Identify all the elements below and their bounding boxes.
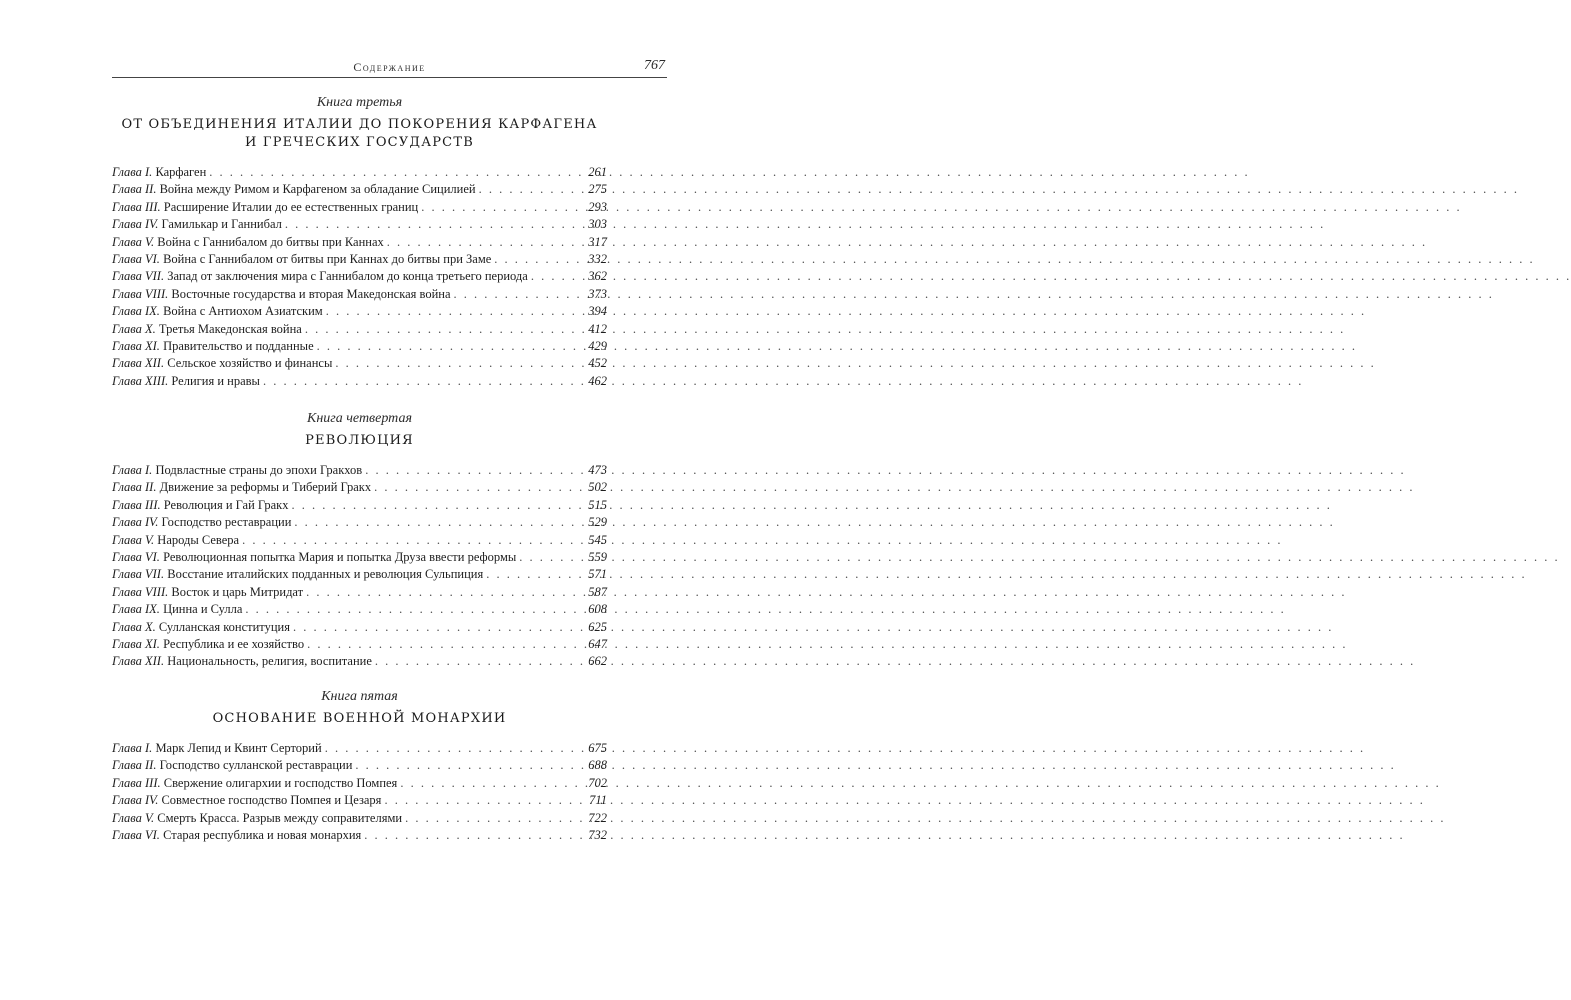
book-title xyxy=(112,432,607,450)
dot-leader xyxy=(325,740,586,757)
chapter-page-number: 462 xyxy=(588,373,607,388)
chapter-label: Глава XII. xyxy=(112,654,165,669)
dot-leader xyxy=(285,216,585,233)
chapter-title: Революционная попытка Мария и попытка Друза ввести реформы xyxy=(163,549,517,564)
chapter-label: Глава I. xyxy=(112,165,153,179)
chapter-label: Глава I. xyxy=(112,741,153,755)
toc-entry[interactable] xyxy=(112,636,607,653)
toc-entry[interactable] xyxy=(112,827,607,844)
dot-leader xyxy=(355,757,585,774)
dot-leader xyxy=(400,775,585,792)
chapter-label: Глава XII. xyxy=(112,356,165,371)
chapter-page-number: 293 xyxy=(588,199,607,214)
chapter-title: Смерть Красса. Разрыв между соправителями xyxy=(157,810,403,825)
dot-leader xyxy=(421,199,585,216)
toc-entry[interactable] xyxy=(112,757,607,774)
dot-leader xyxy=(306,584,585,601)
chapter-title: Господство реставрации xyxy=(161,515,292,530)
chapter-label: Глава III. xyxy=(112,497,161,512)
chapter-page-number: 394 xyxy=(588,304,607,319)
toc-entry[interactable] xyxy=(112,497,607,514)
dot-leader xyxy=(305,321,585,338)
chapter-label: Глава XIII. xyxy=(112,373,169,388)
toc-entry[interactable] xyxy=(112,199,607,216)
toc-entry[interactable] xyxy=(112,792,607,809)
chapter-title: Восток и царь Митридат xyxy=(171,584,304,599)
dot-leader xyxy=(293,619,585,636)
dot-leader xyxy=(519,549,585,566)
toc-entry[interactable] xyxy=(112,619,607,636)
chapter-page-number: 711 xyxy=(589,793,607,808)
book-title xyxy=(112,116,607,152)
toc-entry[interactable] xyxy=(112,462,607,479)
chapter-page-number: 473 xyxy=(588,463,607,477)
chapter-title: Религия и нравы xyxy=(171,373,260,388)
chapter-page-number: 452 xyxy=(588,356,607,371)
chapter-page-number: 317 xyxy=(588,234,607,249)
chapter-list xyxy=(112,462,607,671)
chapter-title: Восточные государства и вторая Македонская война xyxy=(171,286,451,301)
book-three-section xyxy=(112,94,607,390)
book-title-line: ОСНОВАНИЕ ВОЕННОЙ МОНАРХИИ xyxy=(212,711,507,726)
book-label: Книга третья xyxy=(316,95,403,110)
dot-leader xyxy=(375,653,585,670)
chapter-label: Глава VIII. xyxy=(112,584,169,599)
chapter-title: Подвластные страны до эпохи Гракхов xyxy=(155,463,363,477)
chapter-title: Цинна и Сулла xyxy=(163,602,243,617)
chapter-title: Правительство и подданные xyxy=(163,338,314,353)
chapter-title: Расширение Италии до ее естественных границ xyxy=(163,199,419,214)
chapter-label: Глава I. xyxy=(112,463,153,477)
chapter-page-number: 625 xyxy=(588,619,607,634)
chapter-label: Глава X. xyxy=(112,321,156,336)
chapter-label: Глава V. xyxy=(112,532,155,547)
chapter-label: Глава IV. xyxy=(112,793,159,808)
chapter-page-number: 362 xyxy=(588,269,607,284)
chapter-title: Сельское хозяйство и финансы xyxy=(167,356,333,371)
dot-leader xyxy=(326,303,586,320)
dot-leader xyxy=(292,497,586,514)
chapter-page-number: 502 xyxy=(588,480,607,495)
chapter-page-number: 732 xyxy=(588,827,607,842)
chapter-page-number: 647 xyxy=(588,636,607,651)
chapter-page-number: 373 xyxy=(588,286,607,301)
dot-leader xyxy=(317,338,586,355)
chapter-label: Глава II. xyxy=(112,758,157,773)
toc-entry[interactable] xyxy=(112,251,607,268)
chapter-page-number: 261 xyxy=(588,165,607,179)
chapter-label: Глава V. xyxy=(112,810,155,825)
chapter-label: Глава XI. xyxy=(112,636,160,651)
book-title-line: РЕВОЛЮЦИЯ xyxy=(305,433,414,448)
chapter-title: Старая республика и новая монархия xyxy=(163,827,362,842)
chapter-title: Совместное господство Помпея и Цезаря xyxy=(161,793,382,808)
chapter-label: Глава VI. xyxy=(112,251,160,266)
chapter-title: Господство сулланской реставрации xyxy=(159,758,353,773)
running-head xyxy=(112,58,667,78)
chapter-title: Война с Ганнибалом от битвы при Каннах до битвы при Заме xyxy=(163,251,492,266)
dot-leader xyxy=(479,181,586,198)
book-title-line: ОТ ОБЪЕДИНЕНИЯ ИТАЛИИ ДО ПОКОРЕНИЯ КАРФАГЕНА xyxy=(121,117,598,132)
chapter-title: Марк Лепид и Квинт Серторий xyxy=(155,741,322,755)
dot-leader xyxy=(263,373,585,390)
chapter-page-number: 702 xyxy=(588,775,607,790)
dot-leader xyxy=(294,514,585,531)
dot-leader xyxy=(365,462,585,479)
dot-leader xyxy=(387,234,585,251)
chapter-page-number: 515 xyxy=(588,497,607,512)
dot-leader xyxy=(384,792,586,809)
chapter-label: Глава IX. xyxy=(112,602,160,617)
chapter-label: Глава V. xyxy=(112,234,155,249)
dot-leader xyxy=(242,532,585,549)
chapter-label: Глава II. xyxy=(112,182,157,197)
chapter-page-number: 559 xyxy=(588,549,607,564)
chapter-list xyxy=(112,164,607,390)
chapter-label: Глава VI. xyxy=(112,549,160,564)
chapter-page-number: 722 xyxy=(588,810,607,825)
chapter-title: Война с Ганнибалом до битвы при Каннах xyxy=(157,234,384,249)
toc-entry[interactable] xyxy=(112,532,607,549)
chapter-title: Запад от заключения мира с Ганнибалом до конца третьего периода xyxy=(167,269,528,284)
dot-leader xyxy=(405,810,585,827)
chapter-label: Глава VIII. xyxy=(112,286,169,301)
chapter-label: Глава IX. xyxy=(112,304,160,319)
chapter-page-number: 608 xyxy=(588,602,607,617)
chapter-page-number: 332 xyxy=(588,251,607,266)
chapter-label: Глава VII. xyxy=(112,269,165,284)
chapter-title: Национальность, религия, воспитание xyxy=(167,654,372,669)
toc-entry[interactable] xyxy=(112,234,607,251)
chapter-title: Сулланская конституция xyxy=(158,619,290,634)
chapter-title: Война с Антиохом Азиатским xyxy=(163,304,323,319)
dot-leader xyxy=(531,268,585,285)
chapter-title: Революция и Гай Гракх xyxy=(163,497,289,512)
chapter-label: Глава X. xyxy=(112,619,156,634)
page-number: 767 xyxy=(644,58,665,73)
toc-entry[interactable] xyxy=(112,740,607,757)
toc-entry[interactable] xyxy=(112,181,607,198)
chapter-page-number: 275 xyxy=(588,182,607,197)
chapter-page-number: 412 xyxy=(588,321,607,336)
toc-entry[interactable] xyxy=(112,355,607,372)
header-rule xyxy=(112,77,667,78)
chapter-title: Гамилькар и Ганнибал xyxy=(161,217,282,232)
chapter-label: Глава II. xyxy=(112,480,157,495)
toc-entry[interactable] xyxy=(112,338,607,355)
chapter-label: Глава IV. xyxy=(112,515,159,530)
book-five-section xyxy=(112,688,607,844)
dot-leader xyxy=(494,251,585,268)
toc-entry[interactable] xyxy=(112,303,607,320)
toc-entry[interactable] xyxy=(112,514,607,531)
chapter-label: Глава VI. xyxy=(112,827,160,842)
chapter-label: Глава IV. xyxy=(112,217,159,232)
chapter-title: Свержение олигархии и господство Помпея xyxy=(163,775,398,790)
toc-entry[interactable] xyxy=(112,286,607,303)
chapter-list xyxy=(112,740,607,844)
chapter-label: Глава VII. xyxy=(112,567,165,582)
chapter-title: Карфаген xyxy=(155,165,207,179)
dot-leader xyxy=(245,601,585,618)
chapter-label: Глава III. xyxy=(112,775,161,790)
book-label: Книга пятая xyxy=(321,689,398,704)
running-title: Содержание xyxy=(353,60,426,74)
chapter-title: Движение за реформы и Тиберий Гракх xyxy=(159,480,372,495)
dot-leader xyxy=(454,286,586,303)
chapter-page-number: 675 xyxy=(588,741,607,755)
chapter-page-number: 545 xyxy=(588,532,607,547)
book-label: Книга четвертая xyxy=(307,411,412,426)
toc-entry[interactable] xyxy=(112,653,607,670)
chapter-page-number: 571 xyxy=(588,567,607,582)
dot-leader xyxy=(374,479,585,496)
toc-entry[interactable] xyxy=(112,584,607,601)
toc-entry[interactable] xyxy=(112,216,607,233)
chapter-page-number: 529 xyxy=(588,515,607,530)
dot-leader xyxy=(307,636,585,653)
toc-entry[interactable] xyxy=(112,373,607,390)
toc-entry[interactable] xyxy=(112,601,607,618)
toc-entry[interactable] xyxy=(112,549,607,566)
toc-entry[interactable] xyxy=(112,775,607,792)
chapter-title: Восстание италийских подданных и революция Сульпиция xyxy=(167,567,484,582)
chapter-page-number: 429 xyxy=(588,338,607,353)
chapter-title: Война между Римом и Карфагеном за обладание Сицилией xyxy=(159,182,476,197)
chapter-title: Третья Македонская война xyxy=(158,321,302,336)
chapter-page-number: 662 xyxy=(588,654,607,669)
chapter-label: Глава III. xyxy=(112,199,161,214)
dot-leader xyxy=(364,827,585,844)
toc-entry[interactable] xyxy=(112,321,607,338)
dot-leader xyxy=(486,566,585,583)
toc-entry[interactable] xyxy=(112,268,607,285)
toc-entry[interactable] xyxy=(112,810,607,827)
toc-entry[interactable] xyxy=(112,164,607,181)
dot-leader xyxy=(209,164,585,181)
chapter-page-number: 688 xyxy=(588,758,607,773)
book-four-section xyxy=(112,410,607,671)
toc-entry[interactable] xyxy=(112,566,607,583)
chapter-page-number: 587 xyxy=(588,584,607,599)
chapter-page-number: 303 xyxy=(588,217,607,232)
chapter-title: Народы Севера xyxy=(157,532,240,547)
toc-entry[interactable] xyxy=(112,479,607,496)
dot-leader xyxy=(335,355,585,372)
book-title-line: И ГРЕЧЕСКИХ ГОСУДАРСТВ xyxy=(245,135,474,150)
book-title xyxy=(112,710,607,728)
chapter-title: Республика и ее хозяйство xyxy=(163,636,305,651)
chapter-label: Глава XI. xyxy=(112,338,160,353)
